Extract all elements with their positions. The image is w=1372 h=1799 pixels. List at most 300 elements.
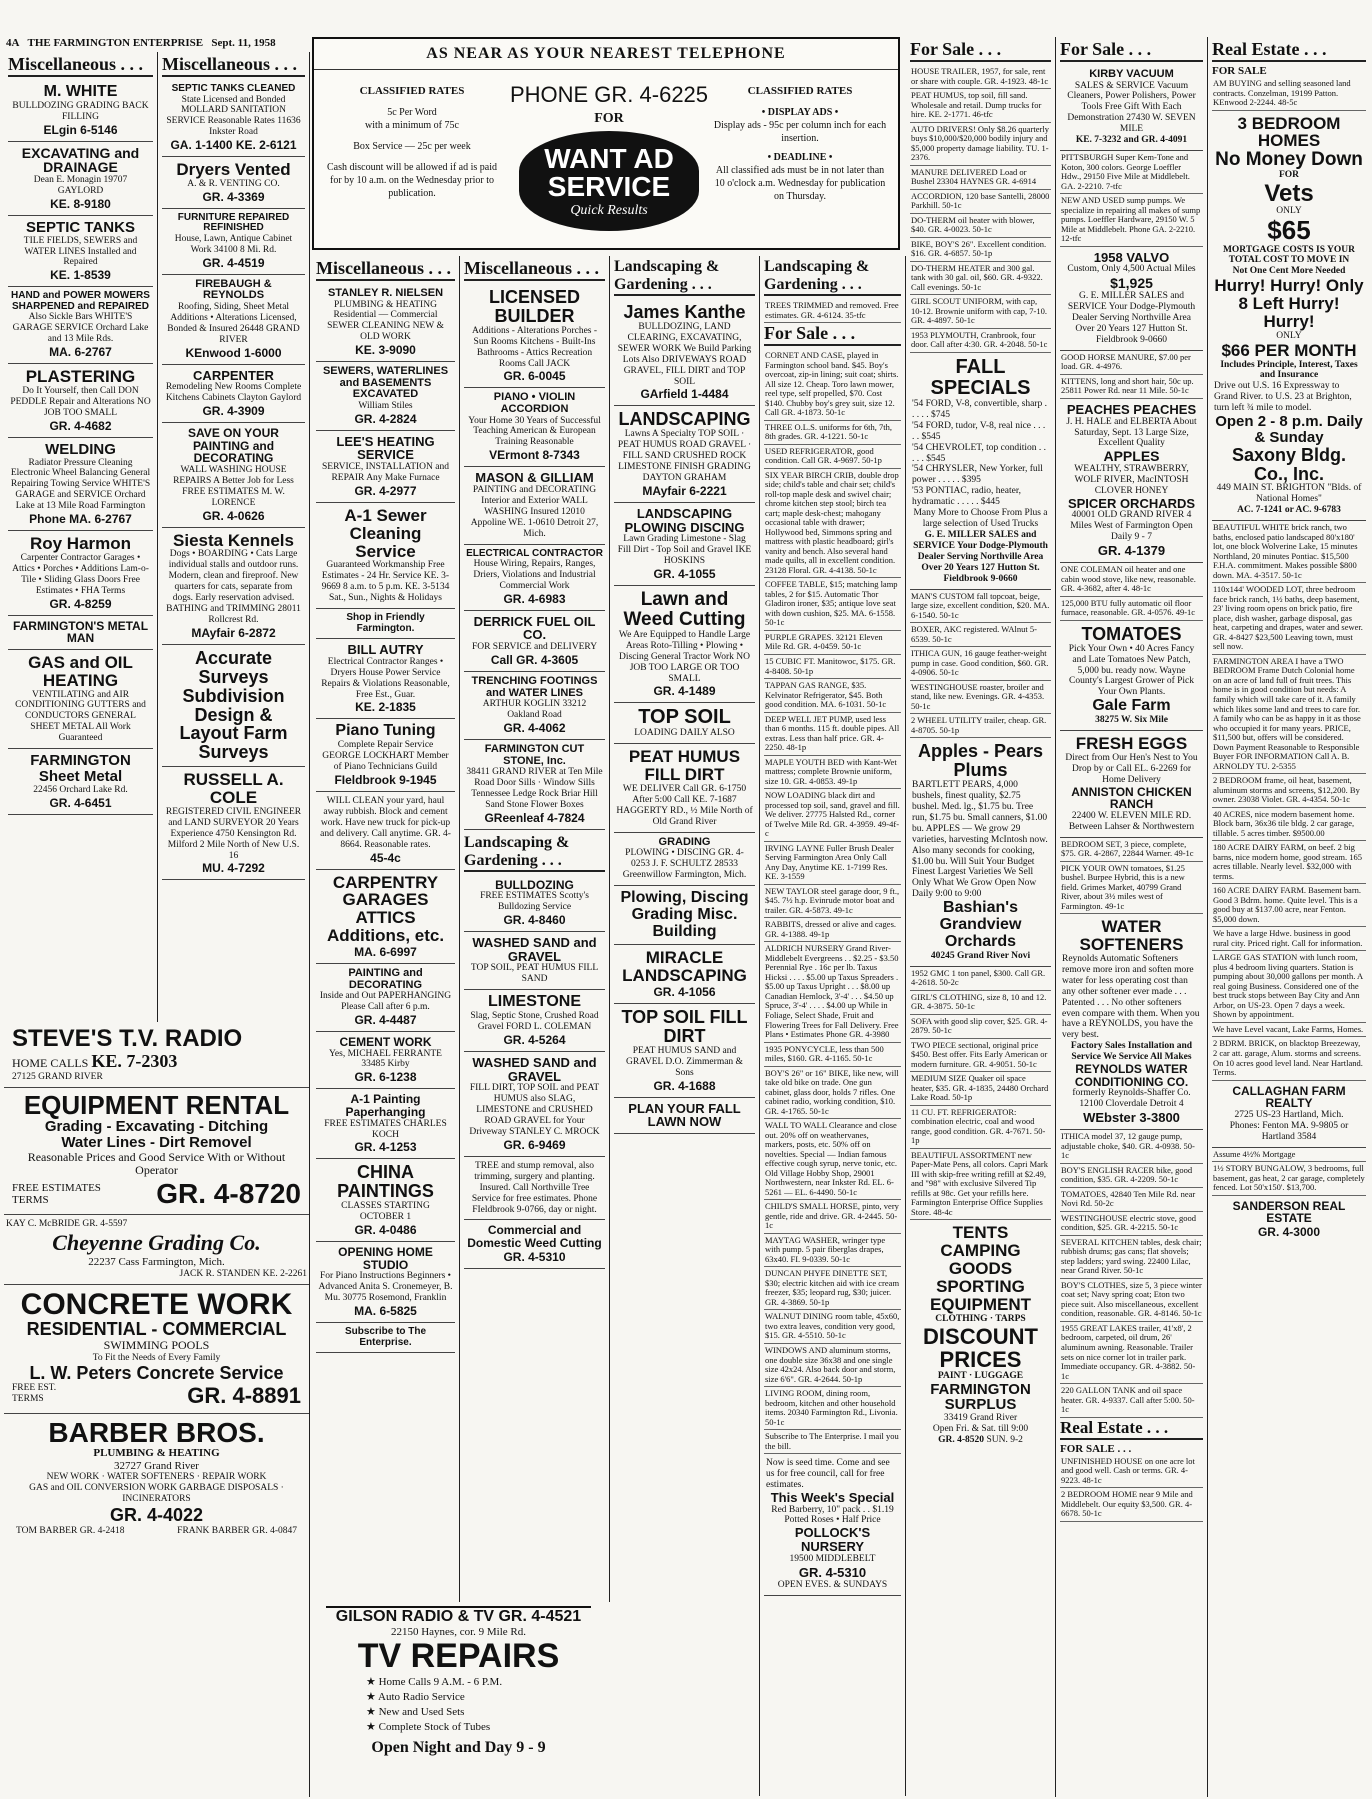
section-heading: Miscellaneous . . .: [162, 54, 305, 77]
fall-sub: Many More to Choose From Plus a large selection of Used Trucks: [913, 508, 1048, 530]
ad-title: PIANO • VIOLIN ACCORDION: [493, 391, 576, 416]
column-6: [760, 256, 906, 1796]
classified-item: TREES TRIMMED and removed. Free estimates. GR. 4-6124. 35-tfc: [764, 299, 901, 323]
special-phone: GR. 4-5310: [798, 1564, 867, 1580]
concrete-work-ad: [4, 1285, 309, 1414]
surplus-ad: [910, 1220, 1051, 1450]
equip-terms: FREE ESTIMATES TERMS: [12, 1181, 101, 1207]
ad-title: MASON & GILLIAM: [475, 470, 594, 486]
homes-title: 3 BEDROOM HOMES: [1237, 113, 1341, 151]
classified-item: NEW AND USED sump pumps. We specialize in repairing all makes of sump pumps. Loeffler Hardware, 29150 W. 5 Mile at Middlebelt. Phone GA. 2-2210. 12-tfc: [1060, 194, 1203, 247]
section-heading: For Sale . . .: [910, 39, 1051, 62]
callaghan-address: 2725 US-23 Hartland, Mich.: [1234, 1109, 1344, 1120]
special-address: 19500 MIDDLEBELT: [789, 1553, 876, 1564]
section-heading: For Sale . . .: [1060, 39, 1203, 62]
display-ad: [316, 1242, 455, 1323]
display-ad: [162, 645, 305, 767]
ad-phone: GR. 4-4519: [202, 255, 265, 270]
homes-builder: Saxony Bldg. Co., Inc.: [1231, 444, 1347, 484]
ad-text: FILL DIRT, TOP SOIL and PEAT HUMUS also SLAG, LIMESTONE and CRUSHED ROAD GRAVEL for Your Driveway STANLEY C. MROCK: [469, 1083, 600, 1137]
ad-text: PAINTING and DECORATING Interior and Exterior WALL WASHING Insured 12010 Appoline WE. 1-0610 Detroit 27, Mich.: [470, 484, 599, 539]
classified-item: 2 WHEEL UTILITY trailer, cheap. GR. 4-8705. 50-1p: [910, 714, 1051, 738]
section-heading: Miscellaneous . . .: [8, 54, 153, 77]
classified-item: We have Level vacant, Lake Farms, Homes.: [1212, 1023, 1366, 1038]
ad-phone: FIeldbrook 9-1945: [334, 773, 437, 788]
paper-name: THE FARMINGTON ENTERPRISE: [27, 37, 204, 49]
ad-list: [464, 875, 605, 1269]
ad-title: CEMENT WORK: [339, 1034, 432, 1049]
ad-phone: MA. 6-5825: [354, 1304, 417, 1318]
display-ad: [464, 990, 605, 1052]
fall-line-1: '54 FORD, V-8, convertible, sharp . . . . . $745: [912, 398, 1047, 420]
classified-item: 1935 PONYCYCLE, less than 500 miles, $160. GR. 4-1165. 50-1c: [764, 1043, 901, 1067]
ad-title: FARMINGTON'S METAL MAN: [12, 618, 149, 646]
homes-price: $65: [1267, 215, 1311, 246]
classified-list: [1212, 521, 1366, 1080]
ad-phone: GR. 4-1056: [653, 985, 716, 1000]
barber-line-2: 32727 Grand River: [114, 1459, 199, 1472]
surplus-hours-2: SUN. 9-2: [986, 1434, 1023, 1445]
ad-title: BULLDOZING: [495, 877, 574, 892]
ad-title: Commercial and Domestic Weed Cutting: [467, 1223, 602, 1251]
left-rate-1: 5c Per Word: [387, 107, 437, 119]
fall-title: FALL SPECIALS: [930, 355, 1031, 399]
display-ad: [162, 157, 305, 209]
classified-item: PURPLE GRAPES. 32121 Eleven Mile Rd. GR. 4-0459. 50-1c: [764, 631, 901, 655]
classified-item: RABBITS, dressed or alive and cages. GR. 4-1388. 49-1p: [764, 918, 901, 942]
column-8: [1056, 37, 1208, 1797]
ad-title: SEWERS, WATERLINES and BASEMENTS EXCAVATED: [322, 365, 449, 401]
display-ad: [8, 531, 153, 616]
banner-left-rates: [322, 84, 502, 200]
ad-title: SAVE ON YOUR PAINTING and DECORATING: [188, 426, 279, 466]
ad-phone: GR. 4-2977: [354, 483, 417, 498]
ad-text: Electrical Contractor Ranges • Dryers House Power Service Repairs & Violations Reasonable, Free Est., Guar.: [321, 656, 450, 700]
classified-item: SOFA with good slip cover, $25. GR. 4-2879. 50-1c: [910, 1015, 1051, 1039]
kirby-ad: [1060, 65, 1203, 151]
eggs-title: FRESH EGGS: [1075, 734, 1188, 754]
classified-item: PITTSBURGH Super Kem-Tone and Koton, 300 colors. George Loeffler Hdw., 29150 Five Mile at Middlebelt. GA. 2-2210. 7-tfc: [1060, 151, 1203, 194]
left-rate-2: with a minimum of 75c: [365, 120, 459, 132]
ad-title: PLASTERING: [25, 367, 136, 387]
gilson-banner: TV REPAIRS: [357, 1637, 560, 1675]
gilson-line-1: ★ Home Calls 9 A.M. - 6 P.M.: [366, 1676, 503, 1689]
classified-item: 180 ACRE DAIRY FARM, on beef. 2 big barns, nice modern home, good stream. 165 acres tillable. Nearly level. $32,000 with terms.: [1212, 841, 1366, 884]
homes-only: ONLY: [1276, 206, 1302, 217]
ad-text: CLASSES STARTING OCTOBER 1: [341, 1201, 430, 1223]
classified-item: CHILD'S SMALL HORSE, pinto, very gentle, ride and drive. GR. 4-2445. 50-1c: [764, 1200, 901, 1234]
ad-text: Do It Yourself, then Call DON PEDDLE Repair and Alterations NO JOB TOO SMALL: [10, 385, 151, 418]
classified-item: 2 BDRM. BRICK, on blacktop Breezeway, 2 car att. garage, Alum. storms and screens. On 10 acres good level land. Near Hartland. Terms.: [1212, 1037, 1366, 1080]
ad-title: DERRICK FUEL OIL CO.: [473, 613, 596, 643]
column-7: [906, 37, 1056, 1797]
display-ad: [8, 650, 153, 749]
kirby-phone: KE. 7-3232 and GR. 4-4091: [1075, 135, 1188, 146]
ad-phone: GR. 4-1253: [354, 1140, 417, 1155]
display-ad: [8, 749, 153, 814]
classified-item: GIRL SCOUT UNIFORM, with cap, 10-12. Brownie uniform with cap, 7-10. GR. 4-4897. 50-1c: [910, 295, 1051, 329]
ad-phone: GR. 4-4062: [503, 720, 566, 735]
steves-phone: KE. 7-2303: [91, 1051, 178, 1072]
water-title: WATER SOFTENERS: [1079, 917, 1184, 955]
tomatoes-ad: [1060, 621, 1203, 731]
ad-list: [464, 284, 605, 830]
classified-item: 2 BEDROOM HOME near 9 Mile and Middlebelt. Our equity $3,500. GR. 4-6678. 50-1c: [1060, 1488, 1203, 1522]
classified-list: [910, 590, 1051, 739]
classified-item: 40 ACRES, nice modern basement home. Block barn, 36x36 tile bldg. 2 car garage, tillable. 5 acres timber. $9500.00: [1212, 808, 1366, 842]
ad-text: Your Home 30 Years of Successful Teaching American & European Training Reasonable: [468, 415, 601, 448]
ad-title: CARPENTER: [193, 367, 274, 383]
ad-title: EXCAVATING and DRAINAGE: [21, 144, 140, 176]
display-ad: [464, 388, 605, 467]
surplus-sub-2: PAINT · LUGGAGE: [937, 1370, 1024, 1381]
steves-sub: HOME CALLS: [12, 1056, 89, 1071]
section-heading: For Sale . . .: [764, 323, 901, 346]
homes-phone: AC. 7-1241 or AC. 9-6783: [1237, 505, 1341, 516]
water-name: REYNOLDS WATER CONDITIONING CO.: [1074, 1062, 1189, 1089]
ad-text: Roofing, Siding, Sheet Metal Additions • Alterations Licensed, Bonded & Insured 26448 GRAND RIVER: [167, 301, 300, 345]
special-intro: Now is seed time. Come and see us for free council, call for free estimates.: [766, 1458, 890, 1490]
ad-text: Lawn Grading Limestone - Slag Fill Dirt - Top Soil and Gravel IKE HOSKINS: [617, 534, 752, 567]
cheyenne-contact-1: KAY C. McBRIDE GR. 4-5597: [6, 1219, 128, 1230]
concrete-title: CONCRETE WORK: [20, 1287, 293, 1321]
equip-line-2: Water Lines - Dirt Removel: [61, 1133, 252, 1151]
display-ad: [162, 365, 305, 423]
classified-list: [1060, 351, 1203, 399]
surplus-name: FARMINGTON SURPLUS: [930, 1380, 1031, 1414]
classified-list: [1060, 563, 1203, 621]
gilson-radio-ad: [326, 1606, 591, 1796]
callaghan-phones: Phones: Fenton MA. 9-9805 or Hartland 3584: [1229, 1120, 1349, 1142]
surplus-address: 33419 Grand River: [943, 1413, 1018, 1424]
fall-line-3: '54 CHEVROLET, top condition . . . . . $545: [912, 442, 1046, 464]
ad-text: SERVICE, INSTALLATION and REPAIR Any Make Furnace: [322, 462, 449, 483]
classified-item: SEVERAL KITCHEN tables, desk chair; rubbish drums; gas cans; flat shovels; step ladders; yard swing. 22400 Lilac, near Grand River. 50-1c: [1060, 1236, 1203, 1279]
kirby-title: KIRBY VACUUM: [1089, 68, 1174, 80]
section-heading: Miscellaneous . . .: [316, 258, 455, 281]
ad-text: A. & R. VENTING CO.: [187, 179, 280, 190]
classified-item: BEAUTIFUL WHITE brick ranch, two baths, enclosed patio landscaped 80'x180' lot, one block Wolverine Lake, 15 minutes Northland, 20 minutes Pontiac. $15,500 F.H.A. commitment. Makes possible $800 down. MA. 4-3517. 50-1c: [1212, 521, 1366, 583]
ad-text: REGISTERED CIVIL ENGINEER and LAND SURVEYOR 20 Years Experience 4750 Kensington Rd. Milford 2 Mile North of New U.S. 16: [165, 806, 302, 861]
classified-item: BOY'S 26" or 16" BIKE, like new, will take old bike on trade. One gun cabinet, glass door, holds 7 rifles. One cabinet radio, working condition, $10. GR. 4-1765. 50-1c: [764, 1067, 901, 1120]
section-heading: Real Estate . . .: [1212, 39, 1366, 62]
classified-item: BOY'S CLOTHES, size 5, 3 piece winter coat set; Navy spring coat; Eton two piece suit. Also miscellaneous, excellent condition, reasonable. GR. 4-8146. 50-1c: [1060, 1279, 1203, 1322]
ad-title: SEPTIC TANKS: [26, 218, 135, 236]
fall-specials-ad: [910, 353, 1051, 590]
water-text-2: Factory Sales Installation and Service We Service All Makes: [1070, 1041, 1193, 1063]
left-rate-3: Box Service — 25c per week: [353, 141, 471, 153]
classified-item: USED REFRIGERATOR, good condition. Call GR. 4-9697. 50-1p: [764, 445, 901, 469]
gilson-title: GILSON RADIO & TV GR. 4-4521: [335, 1608, 582, 1625]
peaches-text-2: WEALTHY, STRAWBERRY, WOLF RIVER, MacINTOSH CLOVER HONEY: [1074, 464, 1189, 496]
ad-text: BULLDOZING, LAND CLEARING, EXCAVATING, SEWER WORK We Build Parking Lots Also DRIVEWAYS ROAD GRAVEL, FILL DIRT and TOP SOIL: [617, 321, 752, 387]
ad-title: PLAN YOUR FALL LAWN NOW: [628, 1100, 741, 1130]
display-ad: [8, 438, 153, 531]
banner-top-line: AS NEAR AS YOUR NEAREST TELEPHONE: [314, 39, 898, 70]
ad-phone: ELgin 6-5146: [43, 122, 118, 137]
display-ad: [464, 1052, 605, 1157]
peaches-address: 40001 OLD GRAND RIVER 4 Miles West of Farmington Open Daily 9 - 7: [1070, 510, 1193, 543]
water-phone: WEbster 3-3800: [1083, 1110, 1180, 1126]
homes-for: FOR: [1278, 170, 1300, 181]
valvo-price: $1,925: [1110, 275, 1153, 292]
display-ad: [614, 1004, 755, 1098]
banner-for: FOR: [594, 111, 624, 126]
gilson-line-3: ★ New and Used Sets: [366, 1706, 465, 1719]
ad-text: Inside and Out PAPERHANGING Please Call after 6 p.m.: [319, 991, 452, 1013]
display-ad: [464, 932, 605, 990]
classified-item: PEAT HUMUS, top soil, fill sand. Wholesale and retail. Dump trucks for hire. KE. 2-1771. 46-tfc: [910, 89, 1051, 123]
peaches-phone: GR. 4-1379: [1097, 543, 1166, 559]
classified-item: ITHICA model 37, 12 gauge pump, adjustable choke, $40. GR. 4-0938. 50-1c: [1060, 1130, 1203, 1164]
ad-phone: MAyfair 6-2872: [191, 625, 276, 640]
classified-item: THREE O.L.S. uniforms for 6th, 7th, 8th grades. GR. 4-1221. 50-1c: [764, 421, 901, 445]
ad-title: WELDING: [45, 440, 116, 458]
ad-title: BILL AUTRY: [347, 642, 424, 658]
left-rates-title: CLASSIFIED RATES: [359, 85, 465, 97]
ad-phone: Phone MA. 6-2767: [29, 512, 132, 527]
display-ad: [316, 503, 455, 609]
cheyenne-contact-2: JACK R. STANDEN KE. 2-2261: [179, 1268, 307, 1279]
valvo-title: 1958 VALVO: [1093, 249, 1170, 265]
classified-item: AM BUYING and selling seasoned land contracts. Conzelman, 19199 Patton. KEnwood 2-2244. 48-5c: [1212, 77, 1366, 111]
steves-tv-ad: [4, 1022, 309, 1088]
equip-phone: GR. 4-8720: [156, 1178, 301, 1210]
ad-title: LICENSED BUILDER: [488, 287, 580, 326]
ad-text: VENTILATING and AIR CONDITIONING GUTTERS and CONDUCTORS GENERAL SHEET METAL All Work Guaranteed: [15, 689, 146, 744]
ad-title: SEPTIC TANKS CLEANED: [171, 83, 296, 94]
ad-phone: GArfield 1-4484: [640, 387, 729, 402]
ad-title: TOP SOIL: [638, 706, 731, 729]
classified-item: MAPLE YOUTH BED with Kant-Wet mattress; complete Brownie uniform, size 10. GR. 4-0853. 49-1p: [764, 756, 901, 790]
classified-item: 110x144' WOODED LOT, three bedroom face brick ranch, 1½ baths, deep basement, 23' living room opens on brick patio, fire place, dish washer, garbage disposal, gas heat, carpeting and drapes, water and sewer. GR. 4-8427 $23,500 Leaving town, must sell now.: [1212, 583, 1366, 655]
display-ad: [162, 528, 305, 645]
display-ad: [464, 284, 605, 388]
classified-item: GOOD HORSE MANURE, $7.00 per load. GR. 4-4976.: [1060, 351, 1203, 375]
display-ad: [614, 503, 755, 586]
display-ad: [8, 142, 153, 216]
ad-phone: VErmont 8-7343: [489, 448, 580, 463]
homes-address: 449 MAIN ST. BRIGHTON "Blds. of National Homes": [1216, 483, 1362, 505]
display-ad: [316, 639, 455, 719]
display-ad: [614, 703, 755, 744]
column-5: [610, 256, 760, 1796]
classified-item: 1955 GREAT LAKES trailer, 41'x8', 2 bedroom, carpeted, oil drum, 26' aluminum awning. Reasonable. Trailer sets on nice corner lot in trailer park. Immediate occupancy. GR. 4-3882. 50-1c: [1060, 1322, 1203, 1384]
tomatoes-name: Gale Farm: [1092, 697, 1171, 715]
classified-item: NEW TAYLOR steel garage door, 9 ft., $45. 7½ h.p. Evinrude motor boat and trailer. GR. 4-5873. 49-1c: [764, 885, 901, 919]
ad-text: FOR SERVICE and DELIVERY: [471, 642, 598, 653]
ad-phone: GR. 4-1489: [653, 684, 716, 699]
display-ad: [464, 611, 605, 672]
concrete-line-1: RESIDENTIAL - COMMERCIAL: [26, 1319, 287, 1340]
section-heading: Real Estate . . .: [1060, 1418, 1203, 1440]
ad-title: Piano Tuning: [335, 722, 436, 740]
classified-item: WESTINGHOUSE electric stove, good condition, $25. GR. 4-2215. 50-1c: [1060, 1212, 1203, 1236]
column-4: [460, 256, 610, 1602]
ad-phone: KEnwood 1-6000: [185, 345, 282, 360]
display-ad: [614, 886, 755, 945]
classified-item: WESTINGHOUSE roaster, broiler and stand, like new. Evenings. GR. 4-4353. 50-1c: [910, 681, 1051, 715]
display-ad: [464, 672, 605, 740]
logo-line-1: WANT AD: [544, 143, 674, 174]
ad-title: Siesta Kennels: [173, 530, 294, 550]
display-ad: [316, 870, 455, 964]
ad-phone: 45-4c: [370, 850, 401, 865]
ad-title: TOP SOIL FILL DIRT: [621, 1007, 748, 1047]
ad-text: Additions - Alterations Porches - Sun Rooms Kitchens - Built-Ins Bathrooms - Attics Recreation Rooms Call JACK: [471, 325, 598, 369]
homes-open: Open 2 - 8 p.m. Daily & Sunday: [1215, 413, 1363, 446]
ad-phone: MAyfair 6-2221: [642, 483, 727, 498]
ad-title: Shop in Friendly Farmington.: [346, 612, 425, 634]
ad-text: WALL WASHING HOUSE REPAIRS A Better Job for Less FREE ESTIMATES M. W. LORENCE: [173, 464, 294, 508]
classified-list: [1060, 1455, 1203, 1522]
ad-text: 22456 Orchard Lake Rd.: [33, 784, 128, 795]
display-ad: [316, 431, 455, 503]
ad-phone: GR. 4-3909: [202, 404, 265, 419]
fall-line-5: '53 PONTIAC, radio, heater, hydramatic . . . . . $445: [912, 486, 1021, 508]
ad-text: TILE FIELDS, SEWERS and WATER LINES Installed and Repaired: [23, 235, 138, 268]
ad-text: Remodeling New Rooms Complete Kitchens Cabinets Clayton Gaylord: [165, 382, 302, 404]
ad-phone: MA. 6-2767: [49, 345, 112, 360]
ad-text: Dogs • BOARDING • Cats Large individual stalls and outdoor runs. Modern, clean and fireproof. New quarters for cats, separate from dogs. Early reservation advised. BATHING and TRIMMING 28011 Rollcrest Rd.: [166, 549, 301, 625]
ad-phone: GR. 6-9469: [503, 1137, 566, 1152]
ad-text: Guaranteed Workmanship Free Estimates - 24 Hr. Service KE. 3-9669 8 a.m. to 5 p.m. KE. 3-5134 Sat., Sun., Nights & Holidays: [321, 560, 450, 604]
right-rates-title: CLASSIFIED RATES: [747, 85, 853, 97]
ad-phone: GR. 4-8259: [49, 596, 112, 611]
classified-item: 1952 GMC 1 ton panel, $300. Call GR. 4-2618. 50-2c: [910, 967, 1051, 991]
equip-line-3: Reasonable Prices and Good Service With or Without Operator: [27, 1149, 286, 1178]
surplus-hours: Open Fri. & Sat. till 9:00: [932, 1424, 1029, 1435]
ad-title: Lawn and Weed Cutting: [623, 588, 746, 630]
special-hours: OPEN EVES. & SUNDAYS: [777, 1579, 888, 1590]
gilson-footer: Open Night and Day 9 - 9: [371, 1738, 546, 1756]
classified-item: COFFEE TABLE, $15; matching lamp tables, 2 for $15. Automatic Thor Gladiron ironer, $35; antique love seat with down cushion, $25. MA. 6-1558. 50-1c: [764, 578, 901, 631]
display-ad: [162, 80, 305, 157]
classified-list: [1060, 151, 1203, 247]
ad-text: Lawns A Specialty TOP SOIL · PEAT HUMUS ROAD GRAVEL · FILL SAND CRUSHED ROCK LIMESTONE FINISH GRADING DAYTON GRAHAM: [617, 429, 752, 483]
ad-phone: MA. 6-6997: [354, 945, 417, 960]
barber-line-4: GAS and OIL CONVERSION WORK GARBAGE DISPOSALS · INCINERATORS: [29, 1483, 284, 1505]
ad-text: Dean E. Monagin 19707 GAYLORD: [33, 175, 128, 196]
classified-item: ONE COLEMAN oil heater and one cabin wood stove, like new, reasonable. GR. 4-3682, after 4. 48-1c: [1060, 563, 1203, 597]
display-ad: [614, 945, 755, 1004]
ad-text: TOP SOIL, PEAT HUMUS FILL SAND: [470, 963, 599, 985]
ad-phone: Call GR. 4-3605: [490, 653, 579, 668]
apples-ad: [910, 738, 1051, 966]
classified-list: [1060, 1130, 1203, 1417]
classified-item: LARGE GAS STATION with lunch room, plus 4 bedroom living quarters. Station is pumping about 30,000 gallons per month. A real going Business. Considered one of the best truck stops between Bay City and Ann Arbor, on US-23. Open 7 days a week. Shown by appointment.: [1212, 951, 1366, 1023]
section-heading: Landscaping & Gardening . . .: [764, 258, 901, 296]
ad-phone: GR. 4-5310: [503, 1249, 566, 1264]
ad-phone: GR. 4-8460: [503, 913, 566, 928]
classified-item: AUTO DRIVERS! Only $8.26 quarterly buys $10,000/$20,000 bodily injury and $5,000 property damage liability. TU. 1-2376.: [910, 123, 1051, 166]
classified-list: [910, 65, 1051, 353]
equip-line-1: Grading - Excavating - Ditching: [44, 1118, 269, 1136]
classified-list: [1212, 77, 1366, 111]
ad-text: House Wiring, Repairs, Ranges, Driers, Violations and Industrial Commercial Work: [473, 559, 596, 591]
ad-phone: KE. 3-9090: [355, 343, 416, 358]
cheyenne-address: 22237 Cass Farmington, Mich.: [88, 1256, 225, 1269]
apples-address: 40245 Grand River Novi: [930, 950, 1031, 961]
display-ad: [316, 1323, 455, 1353]
barber-line-1: PLUMBING & HEATING: [93, 1447, 220, 1460]
ad-text: Also Sickle Bars WHITE'S GARAGE SERVICE Orchard Lake and 13 Mile Rds.: [12, 312, 149, 345]
equipment-rental-ad: [4, 1088, 309, 1215]
ad-title: Subscribe to The Enterprise.: [344, 1326, 427, 1348]
classified-item: ACCORDION, 120 base Santelli, 28000 Parkhill. 50-1c: [910, 190, 1051, 214]
ad-title: FIREBAUGH & REYNOLDS: [195, 277, 272, 302]
tomatoes-address: 38275 W. Six Mile: [1095, 715, 1168, 726]
homes-hurry: Hurry! Hurry! Only 8 Left Hurry! Hurry!: [1214, 276, 1364, 331]
surplus-sub: CLOTHING · TARPS: [935, 1313, 1026, 1324]
ad-title: M. WHITE: [43, 83, 118, 100]
homes-directions: Drive out U.S. 16 Expressway to Grand River. to U.S. 23 at Brighton, turn left ¾ mile to model.: [1214, 381, 1352, 414]
ad-title: FARMINGTON Sheet Metal: [30, 752, 131, 785]
ad-title: A-1 Sewer Cleaning Service: [344, 505, 427, 561]
ad-text: FREE ESTIMATES Scotty's Bulldozing Service: [480, 891, 589, 913]
ad-phone: GR. 4-3369: [202, 189, 265, 204]
kirby-text: SALES & SERVICE Vacuum Cleaners, Power Polishers, Power Tools Free Gift With Each Demonstration 27430 W. SEVEN MILE: [1067, 80, 1196, 135]
ad-text: Complete Repair Service GEORGE LOCKHART Member of Piano Technicians Guild: [322, 740, 449, 773]
fall-dealer: G. E. MILLER SALES and SERVICE Your Dodge-Plymouth Dealer Serving Northville Area Over 20 Years 127 Hutton St. Fieldbrook 9-0660: [913, 529, 1048, 584]
ad-phone: GR. 4-6451: [49, 795, 112, 810]
ad-title: FARMINGTON CUT STONE, Inc.: [484, 742, 585, 767]
ad-list: [8, 80, 153, 815]
classified-item: BOXER, AKC registered. WAlnut 5-6539. 50-1c: [910, 623, 1051, 647]
gilson-address: 22150 Haynes, cor. 9 Mile Rd.: [390, 1626, 527, 1638]
ad-title: A-1 Painting Paperhanging: [345, 1092, 426, 1119]
issue-date: Sept. 11, 1958: [211, 37, 276, 49]
classified-item: LIVING ROOM, dining room, bedroom, kitchen and other household items. 20340 Farmington Rd., Livonia. 50-1c: [764, 1387, 901, 1430]
display-ad: [464, 1157, 605, 1221]
banner-right-rates: [710, 84, 890, 203]
classified-list: [764, 349, 901, 1454]
ad-title: PAINTING and DECORATING: [348, 967, 423, 991]
display-ad: [614, 586, 755, 703]
cheyenne-grading-ad: [4, 1215, 309, 1284]
gilson-line-4: ★ Complete Stock of Tubes: [366, 1720, 491, 1733]
ad-text: Slag, Septic Stone, Crushed Road Gravel FORD L. COLEMAN: [470, 1011, 599, 1033]
concrete-name: L. W. Peters Concrete Service: [29, 1362, 284, 1383]
left-rate-4: Cash discount will be allowed if ad is paid for by 10 a.m. on the Wednesday prior to publication.: [327, 162, 497, 200]
want-ad-banner: [312, 37, 900, 250]
page-number: 4A: [6, 37, 20, 49]
concrete-terms: FREE EST. TERMS: [12, 1382, 57, 1404]
classified-item: DEEP WELL JET PUMP, used less than 6 months. 115 ft. double pipes. All extras. Less than half price. GR. 4-2250. 48-1p: [764, 713, 901, 756]
barber-phone: GR. 4-4022: [109, 1505, 204, 1526]
display-ad: [614, 299, 755, 406]
display-ad: [464, 467, 605, 544]
column-3: [312, 256, 460, 1602]
ad-phone: GR. 4-0486: [354, 1223, 417, 1238]
eggs-ad: [1060, 731, 1203, 838]
display-ad: [316, 1089, 455, 1159]
peaches-title: PEACHES PEACHES: [1066, 401, 1197, 417]
section-heading: Landscaping & Gardening . . .: [464, 834, 605, 872]
classified-item: TAPPAN GAS RANGE, $35. Kelvinator Refrigerator, $45. Both good condition. MA. 6-1031. 50-1c: [764, 679, 901, 713]
sub-heading: FOR SALE . . .: [1060, 1442, 1132, 1455]
concrete-phone: GR. 4-8891: [187, 1382, 301, 1408]
special-ad: [764, 1454, 901, 1595]
display-ad: [614, 744, 755, 832]
ad-title: Plowing, Discing Grading Misc. Building: [620, 889, 749, 940]
ad-text: Yes, MICHAEL FERRANTE 33485 Kirby: [329, 1048, 442, 1070]
display-ad: [316, 1159, 455, 1242]
ad-title: MIRACLE LANDSCAPING: [622, 948, 747, 986]
sanderson-name: SANDERSON REAL ESTATE: [1232, 1198, 1346, 1226]
ad-text: 38411 GRAND RIVER at Ten Mile Road Door Sills · Window Sills Tennessee Ledge Rock Briar Hill Sand Stone Flower Boxes: [466, 767, 603, 810]
homes-includes: Includes Principle, Interest, Taxes and Insurance: [1220, 359, 1358, 381]
